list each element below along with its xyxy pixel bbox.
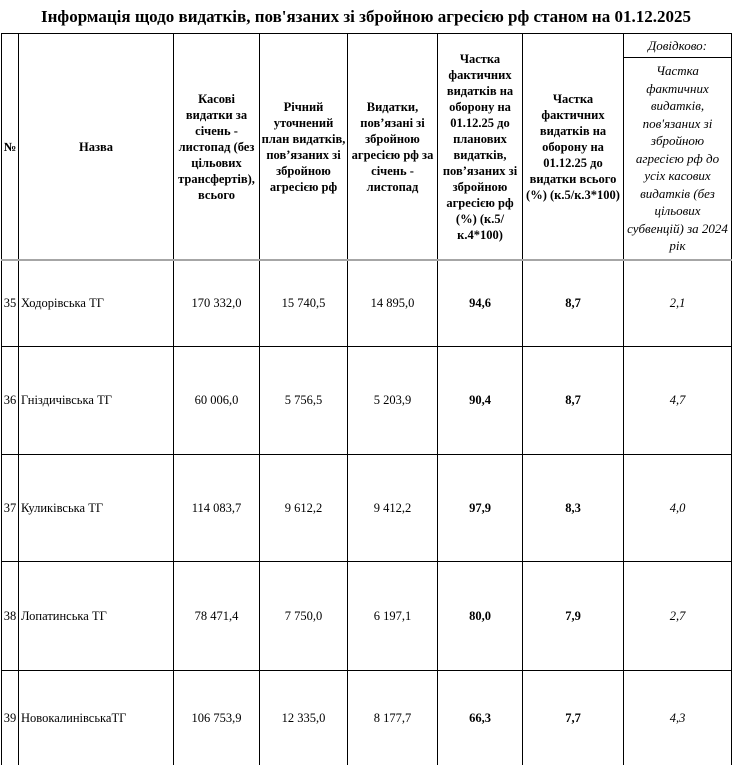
share-of-plan-value: 94,6 bbox=[438, 260, 523, 346]
share-of-plan-value: 97,9 bbox=[438, 454, 523, 561]
cash-expenses-value: 114 083,7 bbox=[174, 454, 260, 561]
table-row bbox=[2, 346, 732, 454]
war-expenses-value: 8 177,7 bbox=[348, 670, 438, 765]
col-header-name: Назва bbox=[19, 34, 174, 261]
table-row bbox=[2, 561, 732, 670]
expenditures-table bbox=[1, 33, 732, 765]
table-row bbox=[2, 454, 732, 561]
reference-share-value: 2,7 bbox=[624, 561, 732, 670]
annual-plan-value: 7 750,0 bbox=[260, 561, 348, 670]
community-name: Лопатинська ТГ bbox=[19, 561, 174, 670]
table-row bbox=[2, 670, 732, 765]
col-header-reference-desc: Частка фактичних видатків, пов'язаних зі збройною агресією рф до усіх касових видатків (без цільових субвенцій) за 2024 рік bbox=[624, 58, 732, 261]
row-number: 37 bbox=[2, 454, 19, 561]
annual-plan-value: 15 740,5 bbox=[260, 260, 348, 346]
share-of-total-value: 8,7 bbox=[523, 346, 624, 454]
war-expenses-value: 5 203,9 bbox=[348, 346, 438, 454]
share-of-total-value: 8,3 bbox=[523, 454, 624, 561]
table-header bbox=[2, 34, 732, 261]
cash-expenses-value: 106 753,9 bbox=[174, 670, 260, 765]
col-header-num: № bbox=[2, 34, 19, 261]
annual-plan-value: 9 612,2 bbox=[260, 454, 348, 561]
cash-expenses-value: 170 332,0 bbox=[174, 260, 260, 346]
community-name: Ходорівська ТГ bbox=[19, 260, 174, 346]
row-number: 36 bbox=[2, 346, 19, 454]
cash-expenses-value: 60 006,0 bbox=[174, 346, 260, 454]
reference-share-value: 2,1 bbox=[624, 260, 732, 346]
table-row bbox=[2, 260, 732, 346]
col-header-annual-plan: Річний уточнений план видатків, пов’язаних зі збройною агресією рф bbox=[260, 34, 348, 261]
share-of-total-value: 7,7 bbox=[523, 670, 624, 765]
share-of-total-value: 7,9 bbox=[523, 561, 624, 670]
reference-share-value: 4,7 bbox=[624, 346, 732, 454]
row-number: 35 bbox=[2, 260, 19, 346]
war-expenses-value: 9 412,2 bbox=[348, 454, 438, 561]
share-of-plan-value: 80,0 bbox=[438, 561, 523, 670]
annual-plan-value: 12 335,0 bbox=[260, 670, 348, 765]
share-of-plan-value: 66,3 bbox=[438, 670, 523, 765]
community-name: Гніздичівська ТГ bbox=[19, 346, 174, 454]
row-number: 38 bbox=[2, 561, 19, 670]
reference-share-value: 4,0 bbox=[624, 454, 732, 561]
war-expenses-value: 14 895,0 bbox=[348, 260, 438, 346]
table-body bbox=[2, 260, 732, 765]
col-header-share-of-total: Частка фактичних видатків на оборону на 01.12.25 до видатки всього (%) (к.5/к.3*100) bbox=[523, 34, 624, 261]
annual-plan-value: 5 756,5 bbox=[260, 346, 348, 454]
community-name: Куликівська ТГ bbox=[19, 454, 174, 561]
share-of-total-value: 8,7 bbox=[523, 260, 624, 346]
share-of-plan-value: 90,4 bbox=[438, 346, 523, 454]
reference-share-value: 4,3 bbox=[624, 670, 732, 765]
col-header-war-expenses: Видатки, пов’язані зі збройною агресією рф за січень - листопад bbox=[348, 34, 438, 261]
page-title: Інформація щодо видатків, пов'язаних зі збройною агресією рф станом на 01.12.2025 bbox=[41, 7, 691, 26]
col-header-share-of-plan: Частка фактичних видатків на оборону на 01.12.25 до планових видатків, пов’язаних зі збройною агресією рф (%) (к.5/к.4*100) bbox=[438, 34, 523, 261]
row-number: 39 bbox=[2, 670, 19, 765]
col-header-cash-expenses: Касові видатки за січень - листопад (без цільових трансфертів), всього bbox=[174, 34, 260, 261]
cash-expenses-value: 78 471,4 bbox=[174, 561, 260, 670]
col-header-reference-label: Довідково: bbox=[624, 34, 732, 58]
community-name: НовокалинівськаТГ bbox=[19, 670, 174, 765]
war-expenses-value: 6 197,1 bbox=[348, 561, 438, 670]
